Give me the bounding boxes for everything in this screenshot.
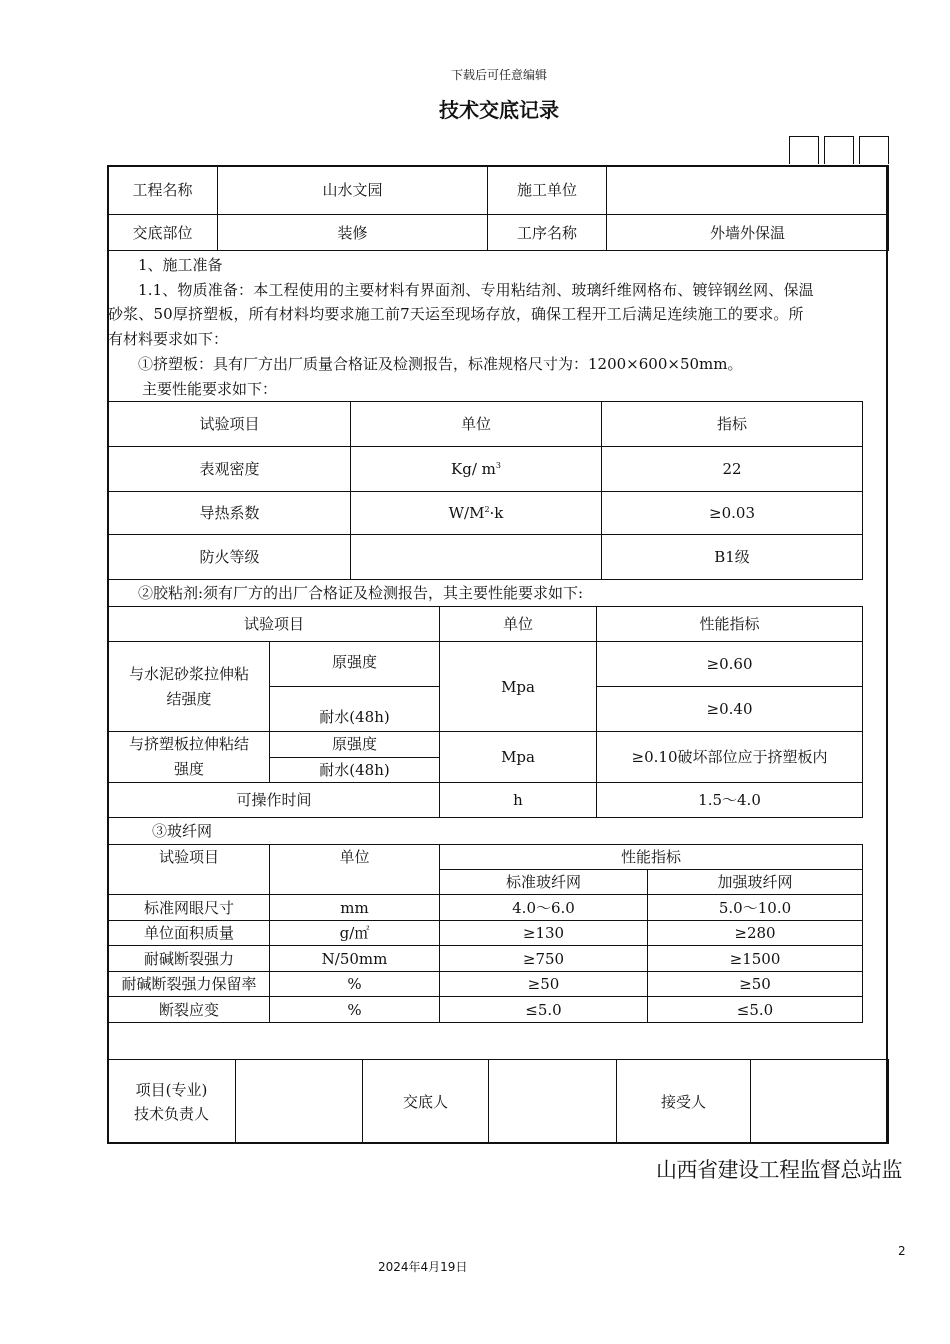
project-name-label: 工程名称 (108, 166, 218, 215)
t3-row-unit: g/㎡ (270, 921, 440, 946)
corner-box (789, 136, 819, 164)
header-note: 下载后可任意编辑 (450, 68, 547, 82)
t2-op-label: 可操作时间 (109, 783, 440, 818)
process-value: 外墙外保温 (607, 215, 889, 251)
t1-row-item: 导热系数 (109, 492, 351, 535)
t1-row-item: 防火等级 (109, 535, 351, 580)
t1-row-value: ≥0.03 (602, 492, 863, 535)
t3-row-standard: ≥50 (440, 972, 648, 997)
t2-header-item: 试验项目 (109, 607, 440, 642)
receiver-label: 接受人 (617, 1060, 751, 1144)
t3-row-unit: N/50mm (270, 946, 440, 972)
discloser-label: 交底人 (363, 1060, 489, 1144)
t3-row-reinforced: ≥280 (648, 921, 863, 946)
t2-op-value: 1.5～4.0 (597, 783, 863, 818)
t2-sub-label: 原强度 (270, 642, 440, 687)
material-paragraph-line: 有材料要求如下： (108, 330, 229, 348)
t2-value: ≥0.10破坏部位应于挤塑板内 (597, 732, 863, 783)
t2-value: ≥0.40 (597, 687, 863, 732)
page-number: 2 (898, 1244, 906, 1258)
discloser-signature (489, 1060, 617, 1144)
part-value: 装修 (218, 215, 488, 251)
t3-row-item: 单位面积质量 (109, 921, 270, 946)
t2-group-label: 与水泥砂浆拉伸粘结强度 (109, 642, 270, 732)
construction-unit-label: 施工单位 (488, 166, 607, 215)
t3-row-standard: ≤5.0 (440, 997, 648, 1023)
material-paragraph-line: 砂浆、50厚挤塑板，所有材料均要求施工前7天运至现场存放，确保工程开工后满足连续施工的要求。所 (108, 305, 804, 323)
t3-row-standard: ≥750 (440, 946, 648, 972)
mesh-heading: ③玻纤网 (152, 822, 213, 840)
t2-sub-label: 耐水(48h) (270, 687, 440, 732)
t3-row-standard: ≥130 (440, 921, 648, 946)
xps-paragraph: ①挤塑板：具有厂方出厂质量合格证及检测报告，标准规格尺寸为：1200×600×50mm。 (138, 355, 743, 373)
t3-header-standard: 标准玻纤网 (440, 870, 648, 895)
t3-row-item: 标准网眼尺寸 (109, 895, 270, 921)
t3-row-unit: % (270, 972, 440, 997)
tech-lead-signature (236, 1060, 363, 1144)
t3-row-standard: 4.0～6.0 (440, 895, 648, 921)
t1-row-value: 22 (602, 447, 863, 492)
construction-unit-value (607, 166, 889, 215)
t1-row-unit (351, 535, 602, 580)
t3-header-reinforced: 加强玻纤网 (648, 870, 863, 895)
t3-row-item: 断裂应变 (109, 997, 270, 1023)
t1-row-unit: Kg/ $m^3$ (351, 447, 602, 492)
signature-table (107, 1059, 889, 1144)
document-title: 技术交底记录 (439, 98, 559, 122)
t2-group-label: 与挤塑板拉伸粘结强度 (109, 732, 270, 783)
material-paragraph-line: 1.1、物质准备：本工程使用的主要材料有界面剂、专用粘结剂、玻璃纤维网格布、镀锌钢丝网、保温 (138, 281, 814, 299)
xps-table (108, 401, 863, 580)
t3-row-reinforced: ≥50 (648, 972, 863, 997)
document-date: 2024年4月19日 (378, 1260, 468, 1274)
t1-header-unit: 单位 (351, 402, 602, 447)
project-name-value: 山水文园 (218, 166, 488, 215)
info-table (107, 165, 889, 251)
t2-sub-label: 耐水(48h) (270, 757, 440, 783)
t1-header-value: 指标 (602, 402, 863, 447)
t1-row-item: 表观密度 (109, 447, 351, 492)
section-heading: 1、施工准备 (138, 256, 223, 274)
t3-row-item: 耐碱断裂强力保留率 (109, 972, 270, 997)
t1-row-unit: $W/M^2\cdot k$ (351, 492, 602, 535)
t3-row-reinforced: ≤5.0 (648, 997, 863, 1023)
t1-row-value: B1级 (602, 535, 863, 580)
part-label: 交底部位 (108, 215, 218, 251)
t2-op-unit: h (440, 783, 597, 818)
tech-lead-label: 项目(专业) 技术负责人 (108, 1060, 236, 1144)
t1-header-item: 试验项目 (109, 402, 351, 447)
t2-header-unit: 单位 (440, 607, 597, 642)
t2-unit: Mpa (440, 732, 597, 783)
t3-header-unit: 单位 (270, 845, 440, 895)
t3-header-item: 试验项目 (109, 845, 270, 895)
corner-box (859, 136, 889, 164)
t2-unit: Mpa (440, 642, 597, 732)
t3-row-item: 耐碱断裂强力 (109, 946, 270, 972)
t3-row-unit: % (270, 997, 440, 1023)
adhesive-paragraph: ②胶粘剂:须有厂方的出厂合格证及检测报告，其主要性能要求如下: (138, 584, 584, 602)
t2-value: ≥0.60 (597, 642, 863, 687)
mesh-table (108, 844, 863, 1023)
t3-row-reinforced: ≥1500 (648, 946, 863, 972)
xps-requirements: 主要性能要求如下： (142, 380, 278, 398)
process-label: 工序名称 (488, 215, 607, 251)
receiver-signature (751, 1060, 889, 1144)
issuing-organization: 山西省建设工程监督总站监 (656, 1158, 902, 1182)
t2-header-value: 性能指标 (597, 607, 863, 642)
t2-sub-label: 原强度 (270, 732, 440, 758)
corner-box (824, 136, 854, 164)
t3-row-reinforced: 5.0～10.0 (648, 895, 863, 921)
t3-row-unit: mm (270, 895, 440, 921)
adhesive-table (108, 606, 863, 818)
t3-header-perf: 性能指标 (440, 845, 863, 870)
